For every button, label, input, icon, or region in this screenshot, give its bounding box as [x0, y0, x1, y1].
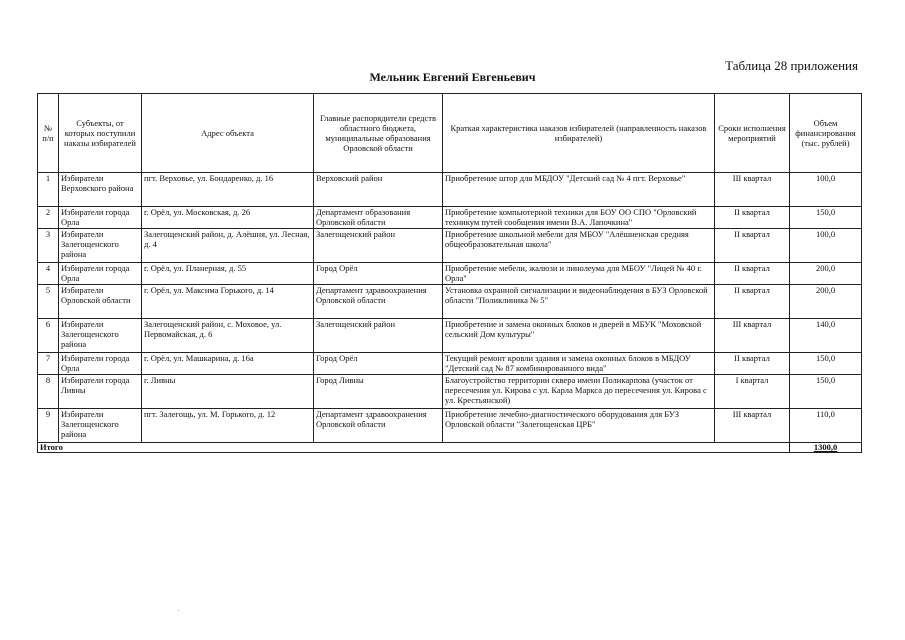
table-row	[38, 353, 862, 375]
header-address: Адрес объекта	[142, 94, 314, 173]
row-term: II квартал	[715, 229, 790, 263]
row-term: III квартал	[715, 409, 790, 443]
row-term: III квартал	[715, 319, 790, 353]
table-row	[38, 285, 862, 319]
total-row	[38, 443, 862, 453]
row-description: Благоустройство территории сквера имени Поликарпова (участок от пересечения ул. Кирова с ул. Карла Маркса до пересечения ул. Кирова с ул. Крестьянской)	[443, 375, 715, 409]
row-term: III квартал	[715, 173, 790, 207]
row-number: 8	[38, 375, 59, 409]
row-address: пгт. Верховье, ул. Бондаренко, д. 16	[142, 173, 314, 207]
row-address: пгт. Залегощь, ул. М. Горького, д. 12	[142, 409, 314, 443]
row-administrator: Верховский район	[314, 173, 443, 207]
header-administrators: Главные распорядители средств областного бюджета, муниципальные образования Орловской области	[314, 94, 443, 173]
row-amount: 100,0	[790, 229, 862, 263]
row-description: Приобретение компьютерной техники для БОУ ОО СПО "Орловский техникум путей сообщения имени В.А. Лапочкина"	[443, 207, 715, 229]
row-number: 6	[38, 319, 59, 353]
total-amount: 1300,0	[790, 443, 862, 453]
document-title: Мельник Евгений Евгеньевич	[369, 70, 536, 84]
row-subjects: Избиратели города Орла	[59, 353, 142, 375]
row-amount: 140,0	[790, 319, 862, 353]
row-subjects: Избиратели города Орла	[59, 263, 142, 285]
appendix-label: Таблица 28 приложения	[725, 58, 858, 73]
total-label: Итого	[38, 443, 790, 453]
row-description: Приобретение штор для МБДОУ "Детский сад № 4 пгт. Верховье"	[443, 173, 715, 207]
row-term: II квартал	[715, 285, 790, 319]
row-subjects: Избиратели Залегощенского района	[59, 319, 142, 353]
row-address: Залегощенский район, д. Алёшня, ул. Лесная, д. 4	[142, 229, 314, 263]
table-row	[38, 409, 862, 443]
table-row	[38, 173, 862, 207]
row-number: 9	[38, 409, 59, 443]
row-address: г. Ливны	[142, 375, 314, 409]
row-subjects: Избиратели города Ливны	[59, 375, 142, 409]
row-address: г. Орёл, ул. Машкарина, д. 16а	[142, 353, 314, 375]
row-term: II квартал	[715, 263, 790, 285]
orders-table	[37, 93, 862, 453]
row-address: Залегощенский район, с. Моховое, ул. Первомайская, д. 6	[142, 319, 314, 353]
scan-speck	[178, 610, 179, 611]
row-number: 7	[38, 353, 59, 375]
row-amount: 150,0	[790, 375, 862, 409]
header-subjects: Субъекты, от которых поступили наказы избирателей	[59, 94, 142, 173]
row-amount: 150,0	[790, 207, 862, 229]
row-amount: 200,0	[790, 263, 862, 285]
row-description: Приобретение лечебно-диагностического оборудования для БУЗ Орловской области "Залегощенская ЦРБ"	[443, 409, 715, 443]
row-description: Установка охранной сигнализации и видеонаблюдения в БУЗ Орловской области "Поликлиника № 5"	[443, 285, 715, 319]
row-address: г. Орёл, ул. Московская, д. 26	[142, 207, 314, 229]
row-subjects: Избиратели Залегощенского района	[59, 409, 142, 443]
row-description: Текущий ремонт кровли здания и замена оконных блоков в МБДОУ "Детский сад № 87 комбинированного вида"	[443, 353, 715, 375]
table-row	[38, 375, 862, 409]
row-description: Приобретение и замена оконных блоков и дверей в МБУК "Моховской сельский Дом культуры"	[443, 319, 715, 353]
header-description: Краткая характеристика наказов избирателей (направленность наказов избирателей)	[443, 94, 715, 173]
table-row	[38, 229, 862, 263]
row-term: I квартал	[715, 375, 790, 409]
row-administrator: Залегощенский район	[314, 229, 443, 263]
row-address: г. Орёл, ул. Максима Горького, д. 14	[142, 285, 314, 319]
row-term: II квартал	[715, 207, 790, 229]
row-address: г. Орёл, ул. Планерная, д. 55	[142, 263, 314, 285]
row-subjects: Избиратели Орловской области	[59, 285, 142, 319]
row-amount: 100,0	[790, 173, 862, 207]
row-administrator: Департамент здравоохранения Орловской области	[314, 409, 443, 443]
row-number: 5	[38, 285, 59, 319]
row-number: 4	[38, 263, 59, 285]
header-funding: Объем финансирования (тыс. рублей)	[790, 94, 862, 173]
table-row	[38, 319, 862, 353]
row-administrator: Город Орёл	[314, 353, 443, 375]
row-amount: 200,0	[790, 285, 862, 319]
table-header-row	[38, 94, 862, 173]
row-term: II квартал	[715, 353, 790, 375]
row-description: Приобретение школьной мебели для МБОУ "Алёшненская средняя общеобразовательная школа"	[443, 229, 715, 263]
header-terms: Сроки исполнения мероприятий	[715, 94, 790, 173]
row-administrator: Город Орёл	[314, 263, 443, 285]
row-number: 1	[38, 173, 59, 207]
row-description: Приобретение мебели, жалюзи и линолеума для МБОУ "Лицей № 40 г. Орла"	[443, 263, 715, 285]
table-row	[38, 207, 862, 229]
row-subjects: Избиратели Верховского района	[59, 173, 142, 207]
row-number: 2	[38, 207, 59, 229]
row-administrator: Департамент здравоохранения Орловской области	[314, 285, 443, 319]
row-administrator: Город Ливны	[314, 375, 443, 409]
row-administrator: Департамент образования Орловской области	[314, 207, 443, 229]
header-number: № п/п	[38, 94, 59, 173]
row-subjects: Избиратели Залегощенского района	[59, 229, 142, 263]
table-row	[38, 263, 862, 285]
row-amount: 150,0	[790, 353, 862, 375]
row-subjects: Избиратели города Орла	[59, 207, 142, 229]
row-amount: 110,0	[790, 409, 862, 443]
row-number: 3	[38, 229, 59, 263]
row-administrator: Залегощенский район	[314, 319, 443, 353]
